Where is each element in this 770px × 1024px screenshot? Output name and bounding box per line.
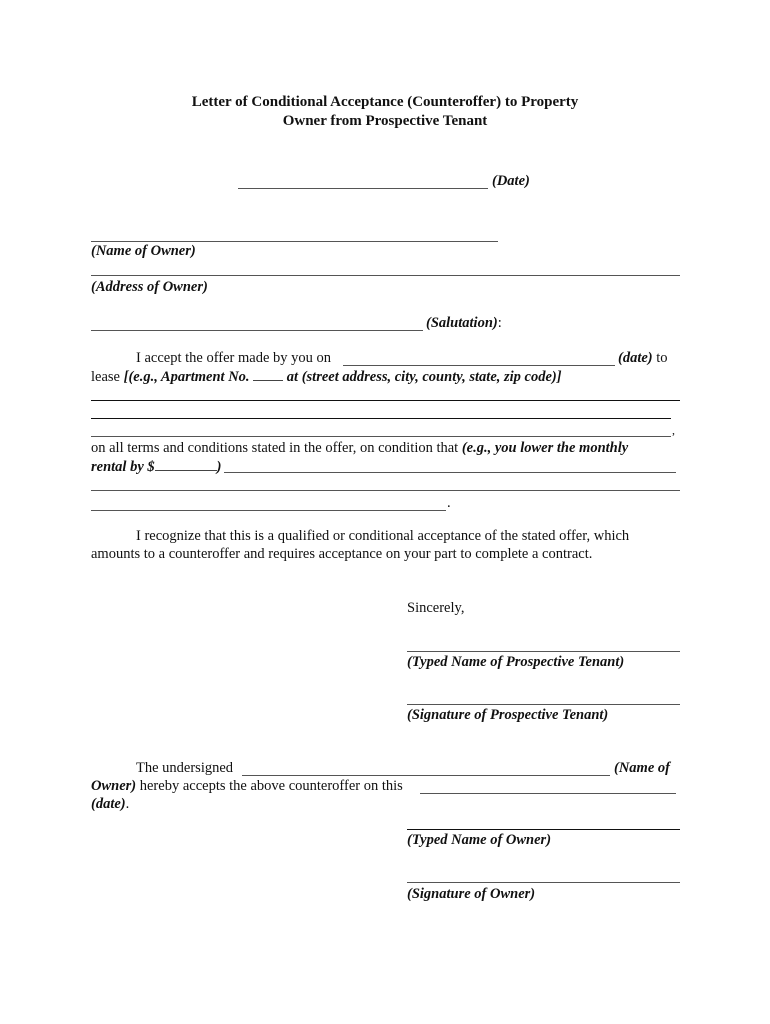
date-blank[interactable] (238, 188, 488, 189)
owner-accept-line-3 (91, 796, 129, 813)
lease-word: lease (91, 369, 120, 385)
lease-detail-comma: , (672, 423, 675, 437)
condition-blank-1[interactable] (224, 472, 676, 473)
owner-accept-name-blank[interactable] (242, 775, 610, 776)
owner-typed-name-label: (Typed Name of Owner) (407, 832, 552, 848)
address-example: at (street address, city, county, state, zip code)] (286, 369, 562, 385)
rental-line (91, 458, 221, 476)
salutation-label-wrap (426, 315, 502, 332)
lease-detail-blank-2[interactable] (91, 418, 671, 419)
recognition-line-1: I recognize that this is a qualified or conditional acceptance of the stated offer, which (136, 528, 630, 544)
owner-accept-owner: Owner) (91, 778, 137, 794)
salutation-blank[interactable] (91, 330, 423, 331)
document-title-line-1: Letter of Conditional Acceptance (Counteroffer) to Property (191, 94, 579, 110)
owner-accept-middle: hereby accepts the above counteroffer on this (139, 778, 403, 794)
owner-address-blank[interactable] (91, 275, 680, 276)
owner-signature-blank[interactable] (407, 882, 680, 883)
owner-accept-name-of: (Name of (614, 760, 670, 776)
condition-blank-3[interactable] (91, 510, 446, 511)
offer-date-blank[interactable] (343, 365, 615, 366)
rental-close: ) (216, 459, 222, 475)
offer-date-lead: I accept the offer made by you on (136, 350, 331, 366)
date-label: (Date) (492, 173, 530, 189)
apartment-number-blank[interactable] (253, 368, 283, 381)
rental-example: rental by $ (91, 459, 155, 475)
rental-amount-blank[interactable] (155, 458, 217, 471)
salutation-label: (Salutation) (426, 315, 498, 331)
owner-accept-lead: The undersigned (136, 760, 234, 776)
lease-detail-blank-1[interactable] (91, 400, 680, 401)
condition-period: . (447, 495, 451, 511)
salutation-colon: : (497, 315, 502, 331)
recognition-line-2: amounts to a counteroffer and requires acceptance on your part to complete a contract. (91, 546, 593, 562)
owner-accept-date-label: (date) (91, 796, 126, 812)
owner-accept-date-blank[interactable] (420, 793, 676, 794)
monthly-example: (e.g., you lower the monthly (461, 440, 629, 456)
owner-address-label: (Address of Owner) (91, 279, 208, 295)
apartment-example: [(e.g., Apartment No. (123, 369, 250, 385)
offer-date-to: to (656, 350, 668, 366)
owner-name-label: (Name of Owner) (91, 243, 196, 259)
lease-line (91, 368, 562, 386)
owner-name-blank[interactable] (91, 241, 498, 242)
conditions-text: on all terms and conditions stated in the offer, on condition that (91, 440, 459, 456)
tenant-typed-name-label: (Typed Name of Prospective Tenant) (407, 654, 625, 670)
owner-typed-name-blank[interactable] (407, 829, 680, 830)
condition-blank-2[interactable] (91, 490, 680, 491)
offer-date-label: (date) (618, 350, 653, 366)
owner-accept-period: . (125, 796, 130, 812)
closing: Sincerely, (407, 600, 465, 616)
tenant-typed-name-blank[interactable] (407, 651, 680, 652)
offer-date-label-wrap (618, 350, 668, 367)
document-title-line-2: Owner from Prospective Tenant (282, 113, 488, 129)
owner-signature-label: (Signature of Owner) (407, 886, 536, 902)
tenant-signature-blank[interactable] (407, 704, 680, 705)
lease-detail-blank-3[interactable] (91, 436, 671, 437)
conditions-line (91, 440, 628, 457)
tenant-signature-label: (Signature of Prospective Tenant) (407, 707, 609, 723)
owner-accept-line-2 (91, 778, 403, 795)
